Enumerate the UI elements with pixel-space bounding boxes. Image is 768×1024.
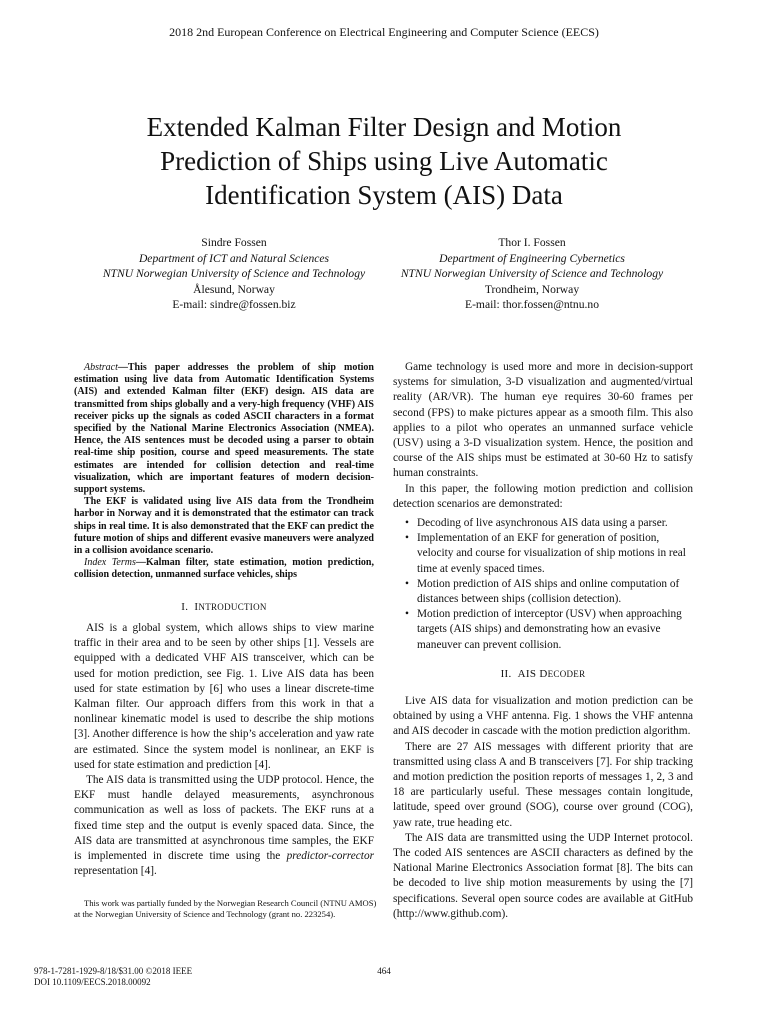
author-name: Thor I. Fossen [498,236,566,249]
author-name: Sindre Fossen [201,236,267,249]
list-item: • Decoding of live asynchronous AIS data using a parser. [393,516,693,531]
title-line: Identification System (AIS) Data [205,180,563,210]
abstract-paragraph: Abstract—This paper addresses the problem of ship motion estimation using live data from Automatic Identification Systems (AIS) and extended Kalman filter (EKF) design. AIS data are transmitted from ships globally and a very-high frequency (VHF) AIS receiver picks up the signals as coded ASCII characters in a format specified by the National Marine Electronics Association (NMEA). Hence, the AIS sentences must be decoded using a parser to obtain real-time ship position, course and speed measurements. The state estimates are intended for collision detection and real-time visualization, which are important features of modern decision-support systems. [74,362,374,496]
abstract-label: Abstract [84,362,118,373]
body-paragraph: Game technology is used more and more in decision-support systems for simulation, 3-D visualization and augmented/virtual reality (AR/VR). The human eye requires 30-60 frames per second (FPS) to make pictures appear as a smooth film. This also applies to a pilot who operates an unmanned surface vehicle (USV) using a 3-D visualization system. Hence, the position and course of the AIS ships must be estimated at 30-60 Hz to satisfy human constraints. [393,361,693,480]
introduction-text [74,621,374,879]
bullet-list [393,516,693,653]
body-paragraph: Live AIS data for visualization and motion prediction can be obtained by using a VHF antenna. Fig. 1 shows the VHF antenna and AIS decoder in cascade with the motion prediction algorithm. [393,695,693,738]
author-email: E-mail: sindre@fossen.biz [172,298,296,311]
abstract-paragraph: The EKF is validated using live AIS data from the Trondheim harbor in Norway and it is demonstrated that the estimator can track ships in real time. It is also demonstrated that the EKF can predict the future motion of ships and different evasive maneuvers were analyzed in a collision avoidance scenario. [74,496,374,557]
footnote: This work was partially funded by the Norwegian Research Council (NTNU AMOS) at the Norwegian University of Science and Technology (grant no. 223254). [74,898,377,920]
author-email: E-mail: thor.fossen@ntnu.no [464,298,599,311]
index-terms-label: Index Terms [84,557,136,569]
section-heading: II. AIS DECODER [500,668,586,680]
doi-line: DOI 10.1109/EECS.2018.00092 [34,977,151,987]
author-block-2 [382,235,682,313]
body-paragraph: There are 27 AIS messages with different priority that are transmitted using class A and B transceivers [7]. For ship tracking and motion prediction the position reports of messages 1, 2, 3 and 18 are particularly useful. These messages contain longitude, latitude, speed over ground (SOG), course over ground (COG), yaw rate, true heading etc. [393,740,693,829]
section-heading: I. INTRODUCTION [181,601,267,613]
list-item: • Motion prediction of AIS ships and online computation of distances between ships (collision detection). [393,577,693,607]
author-block-1 [84,235,384,313]
body-paragraph: In this paper, the following motion prediction and collision detection scenarios are demonstrated: [393,482,693,510]
body-paragraph: The AIS data are transmitted using the UDP Internet protocol. The coded AIS sentences are ASCII characters as defined by the National Marine Electronics Association format [8]. The bits can be decoded to live ship motion measurements by using the [7] specifications. Several open source codes are available at GitHub (http://www.github.com). [393,831,693,920]
ais-decoder-text [393,694,693,922]
index-terms: Index Terms—Kalman filter, state estimation, motion prediction, collision detection, unmanned surface vehicles, ships [74,557,374,581]
author-department: Department of Engineering Cybernetics [439,251,625,265]
list-item: • Motion prediction of interceptor (USV) when approaching targets (AIS ships) and demonstrating how an evasive maneuver can prevent collision. [393,607,693,653]
right-column-intro [393,360,693,653]
page-number: 464 [377,966,391,976]
author-university: NTNU Norwegian University of Science and Technology [400,267,664,280]
title-line: Prediction of Ships using Live Automatic [160,146,608,176]
paper-title [60,110,708,212]
author-university: NTNU Norwegian University of Science and Technology [102,267,366,280]
author-city: Ålesund, Norway [193,282,275,296]
abstract [74,362,374,582]
list-item: • Implementation of an EKF for generation of position, velocity and course for visualization of ship motions in real time at evenly spaced times. [393,531,693,577]
body-paragraph: The AIS data is transmitted using the UDP protocol. Hence, the EKF must handle delayed measurements, asynchronous communication as well as loss of packets. The EKF runs at a fixed time step and the output is evenly spaced data. Since, the AIS data are transmitted at asynchronous time samples, the EKF is implemented in discrete time using the predictor-corrector representation [4]. [74,774,374,878]
conference-header: 2018 2nd European Conference on Electrical Engineering and Computer Science (EECS) [169,25,599,39]
author-department: Department of ICT and Natural Sciences [138,251,330,265]
author-city: Trondheim, Norway [484,282,580,296]
title-line: Extended Kalman Filter Design and Motion [146,112,622,142]
body-paragraph: AIS is a global system, which allows ships to view marine traffic in their area and to be seen by other ships [1]. Vessels are equipped with a dedicated VHF AIS transceiver, which can be used for motion prediction, see Fig. 1. Live AIS data has been used for state estimation by [6] who uses a linear discrete-time Kalman filter. Our approach differs from this work in that a nonlinear kinematic model is used to describe the ship motions [3]. Another difference is how the ship’s acceleration and yaw rate are estimated. Since the system model is nonlinear, an EKF is used for state estimation and prediction [4]. [74,622,374,771]
isbn-line: 978-1-7281-1929-8/18/$31.00 ©2018 IEEE [34,966,193,976]
